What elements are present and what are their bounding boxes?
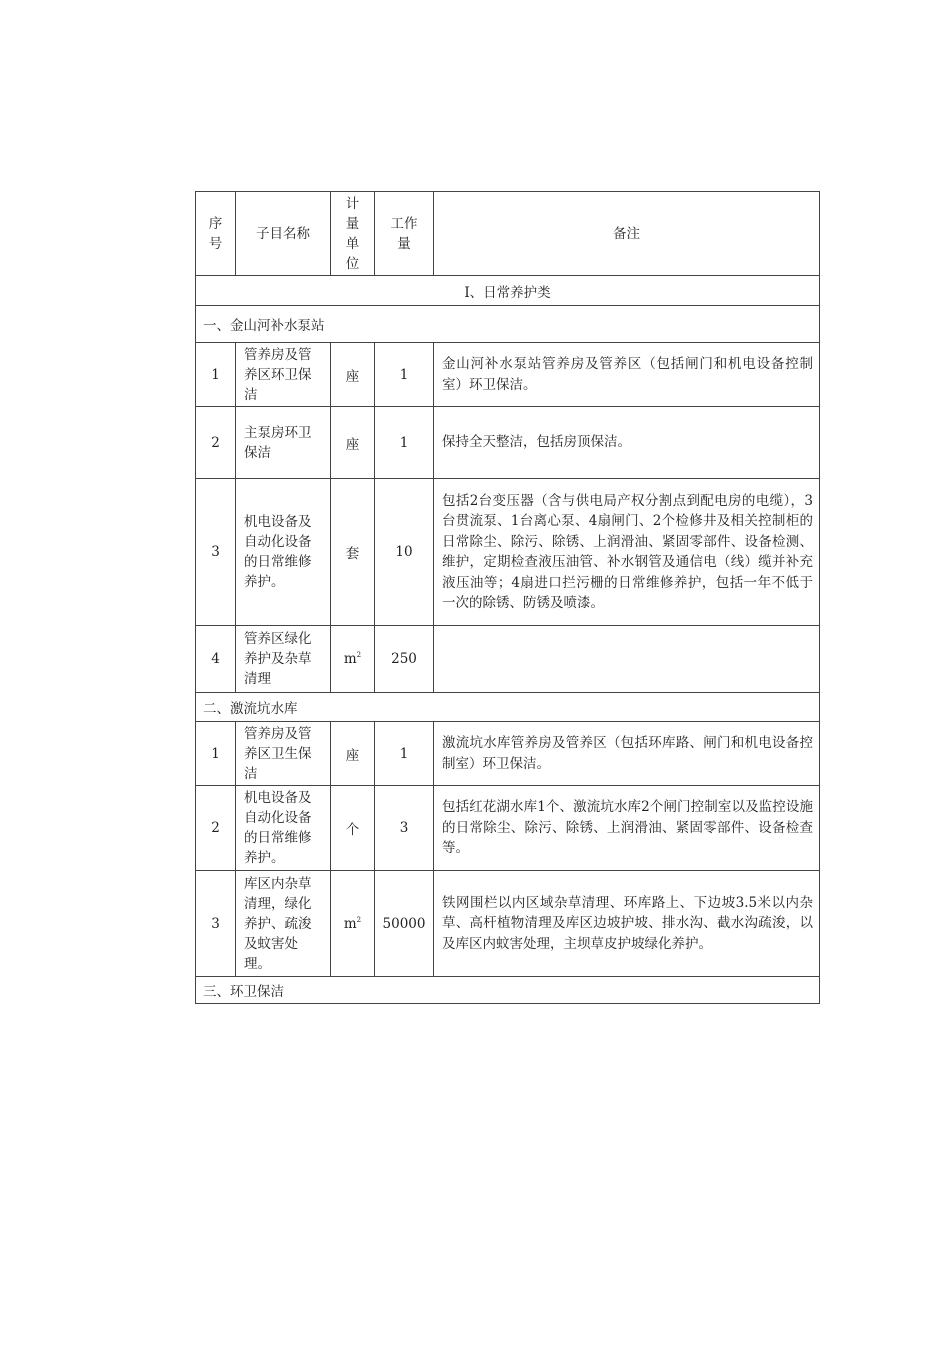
table-row [196, 343, 820, 407]
cell-name: 主泵房环卫保洁 [236, 407, 331, 479]
cell-note [434, 626, 820, 693]
unit-text: m [343, 651, 357, 667]
section-row [196, 306, 820, 343]
cell-unit [331, 626, 375, 693]
cell-note: 包括2台变压器（含与供电局产权分割点到配电房的电缆），3台贯流泵、1台离心泵、4扇闸门、2个检修井及相关控制柜的日常除尘、除污、除锈、上润滑油、紧固零部件、设备检测、维护，定期检查液压油管、补水钢管及通信电（线）缆并补充液压油等；4扇进口拦污栅的日常维修养护，包括一年不低于一次的除锈、防锈及喷漆。 [434, 479, 820, 626]
table-row [196, 479, 820, 626]
header-note: 备注 [434, 192, 820, 276]
cell-unit: 座 [331, 722, 375, 786]
header-unit [331, 192, 375, 276]
section-row [196, 977, 820, 1004]
cell-seq: 2 [196, 786, 236, 871]
cell-name: 管养房及管养区卫生保洁 [236, 722, 331, 786]
section-title: 一、金山河补水泵站 [196, 306, 820, 343]
cell-note: 保持全天整洁，包括房顶保洁。 [434, 407, 820, 479]
table-row [196, 786, 820, 871]
maintenance-table [195, 191, 820, 1004]
cell-seq: 1 [196, 343, 236, 407]
section-row [196, 693, 820, 722]
cell-name: 机电设备及自动化设备的日常维修养护。 [236, 479, 331, 626]
cell-note: 金山河补水泵站管养房及管养区（包括闸门和机电设备控制室）环卫保洁。 [434, 343, 820, 407]
section-title: 三、环卫保洁 [196, 977, 820, 1004]
table-header-row [196, 192, 820, 276]
cell-note: 铁网围栏以内区域杂草清理、环库路上、下边坡3.5米以内杂草、高杆植物清理及库区边坡护坡、排水沟、截水沟疏浚，以及库区内蚊害处理，主坝草皮护坡绿化养护。 [434, 871, 820, 977]
section-title: 二、激流坑水库 [196, 693, 820, 722]
cell-seq: 3 [196, 871, 236, 977]
cell-seq: 1 [196, 722, 236, 786]
group-row [196, 276, 820, 306]
cell-note: 包括红花湖水库1个、激流坑水库2个闸门控制室以及监控设施的日常除尘、除污、除锈、上润滑油、紧固零部件、设备检查等。 [434, 786, 820, 871]
cell-name: 管养房及管养区环卫保洁 [236, 343, 331, 407]
cell-qty: 50000 [375, 871, 434, 977]
cell-note: 激流坑水库管养房及管养区（包括环库路、闸门和机电设备控制室）环卫保洁。 [434, 722, 820, 786]
cell-name: 管养区绿化养护及杂草清理 [236, 626, 331, 693]
header-name: 子目名称 [236, 192, 331, 276]
cell-unit: 套 [331, 479, 375, 626]
header-unit-text: 计 量 单 位 [345, 195, 360, 272]
unit-superscript: 2 [356, 651, 362, 659]
table-row [196, 722, 820, 786]
cell-unit [331, 871, 375, 977]
unit-text: m [343, 915, 357, 932]
header-seq-text: 序 号 [208, 215, 223, 252]
group-title: Ⅰ、日常养护类 [196, 276, 820, 306]
header-seq [196, 192, 236, 276]
table-row [196, 407, 820, 479]
cell-qty: 3 [375, 786, 434, 871]
cell-qty: 250 [375, 626, 434, 693]
cell-qty: 1 [375, 343, 434, 407]
cell-name: 机电设备及自动化设备的日常维修养护。 [236, 786, 331, 871]
table-row [196, 871, 820, 977]
cell-unit: 座 [331, 343, 375, 407]
cell-qty: 1 [375, 722, 434, 786]
cell-qty: 10 [375, 479, 434, 626]
cell-seq: 2 [196, 407, 236, 479]
cell-name: 库区内杂草清理，绿化养护、疏浚及蚊害处理。 [236, 871, 331, 977]
cell-unit: 个 [331, 786, 375, 871]
cell-qty: 1 [375, 407, 434, 479]
cell-seq: 3 [196, 479, 236, 626]
unit-superscript: 2 [356, 915, 362, 924]
header-qty-text: 工作 量 [390, 215, 418, 252]
cell-seq: 4 [196, 626, 236, 693]
header-qty [375, 192, 434, 276]
cell-unit: 座 [331, 407, 375, 479]
table-row [196, 626, 820, 693]
